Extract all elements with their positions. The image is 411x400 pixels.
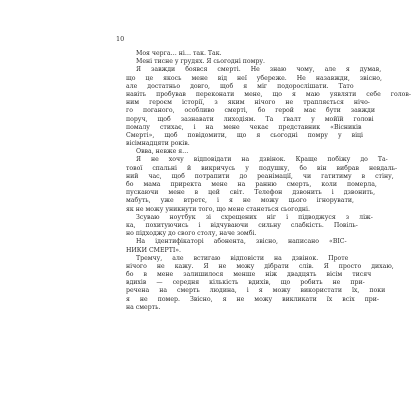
text-line: помалу стихає, і на мене чекає представник «Вісників: [126, 123, 362, 131]
body-text: [116, 50, 411, 312]
text-line: поруч, щоб зазнавати лиходіям. Та ґвалт у мойїй голові: [126, 115, 374, 123]
paragraph: [116, 58, 303, 66]
text-line: пускаючи мене в цей світ. Телефон дзвонить і дзвонить,: [126, 189, 376, 197]
paragraph: [116, 213, 373, 239]
text-line: Я завжди боявся смерті. Не знаю чому, але я думав,: [136, 66, 382, 74]
page-number: 10: [116, 35, 125, 43]
paragraph: [116, 156, 398, 213]
text-line: тової спальні й викричусь у подушку, бо він вибрав невдаль-: [126, 164, 398, 172]
text-line: ний час, щоб потрапити до реанімації, чи гатитиму в стіну,: [126, 172, 394, 180]
paragraph: [116, 66, 411, 148]
text-line: На ідентифікаторі абонента, звісно, написано «ВІС-: [136, 238, 347, 246]
text-line: ка, похитуючись і відчуваючи сильну слабкість. Повіль-: [126, 221, 358, 229]
text-line: я не помер. Звісно, я не можу викликати їх всіх при-: [126, 295, 379, 303]
text-line: но підходжу до свого столу, наче зомбі.: [126, 230, 257, 238]
text-line: бо в мене залишилося менше ніж двадцять вісім тисяч: [126, 271, 372, 279]
text-line: на смерть.: [126, 303, 161, 311]
text-line: го поганого, особливо смерті, бо герой має бути завжди: [126, 107, 375, 115]
text-line: бо мама приректа мене на ранню смерть, коли померла,: [126, 181, 377, 188]
paragraph: [116, 254, 394, 312]
text-line: Зсуваю ноутбук зі схрещених ніг і підводжуся з ліж-: [136, 213, 373, 221]
text-line: але достатньо довго, щоб я міг подорослішати. Тато: [126, 82, 354, 90]
text-line: навіть пробував переконати мене, що я маю уявляти себе голов-: [126, 90, 411, 98]
text-line: нічого не кажу. Я не можу дібрати слів. Я просто дихаю,: [126, 262, 394, 270]
text-line: Моя черга… ні… так. Так.: [136, 50, 222, 57]
text-line: мабуть, уже втретє, і я не можу цього ігнорувати,: [126, 197, 354, 205]
text-line: Овва, невже я…: [136, 148, 189, 156]
text-line: Смерті», щоб повідомити, що я сьогодні помру у віці: [126, 131, 364, 139]
paragraph: [116, 148, 303, 156]
text-line: речена на смерть людина, і я можу використати їх, поки: [126, 287, 386, 295]
text-line: як не можу уникнути того, що мене станеться сьогодні.: [126, 205, 310, 213]
text-line: Я не хочу відповідати на дзвінок. Краще побіжу до Та-: [136, 156, 388, 164]
text-line: ним героєм історії, з яким нічого не трапляється нічо-: [126, 99, 370, 107]
text-line: НИКИ СМЕРТІ».: [126, 246, 182, 254]
text-line: Мені тисне у грудях. Я сьогодні помру.: [136, 58, 266, 66]
text-line: вісімнадцяти років.: [126, 140, 190, 148]
text-line: Тремчу, але встигаю відповісти на дзвінок. Проте: [136, 254, 349, 262]
paragraph: [116, 50, 303, 58]
paragraph: [116, 238, 347, 254]
text-line: вдихів — середня кількість вдихів, що робить не при-: [126, 279, 365, 287]
text-line: що це якось мене від неї убереже. Не назавжди, звісно,: [126, 74, 382, 82]
